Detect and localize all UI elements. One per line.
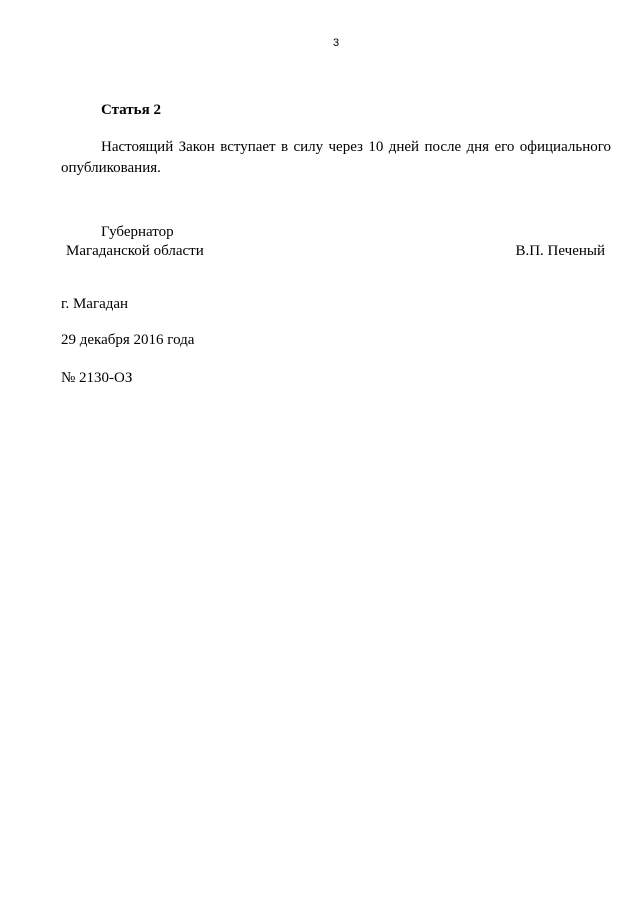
signatory-title-line1: Губернатор (101, 224, 174, 240)
article-heading: Статья 2 (101, 102, 161, 118)
signature-block (61, 223, 611, 261)
signatory-name: В.П. Печеный (515, 243, 605, 259)
page-number: 3 (332, 37, 340, 49)
signing-date: 29 декабря 2016 года (61, 332, 195, 348)
law-number: № 2130-ОЗ (61, 370, 133, 386)
article-text: Настоящий Закон вступает в силу через 10 дней после дня его официального опубликования. (61, 139, 611, 176)
signatory-line (61, 242, 611, 261)
signing-city: г. Магадан (61, 296, 129, 312)
signatory-title-line2: Магаданской области (66, 243, 204, 259)
